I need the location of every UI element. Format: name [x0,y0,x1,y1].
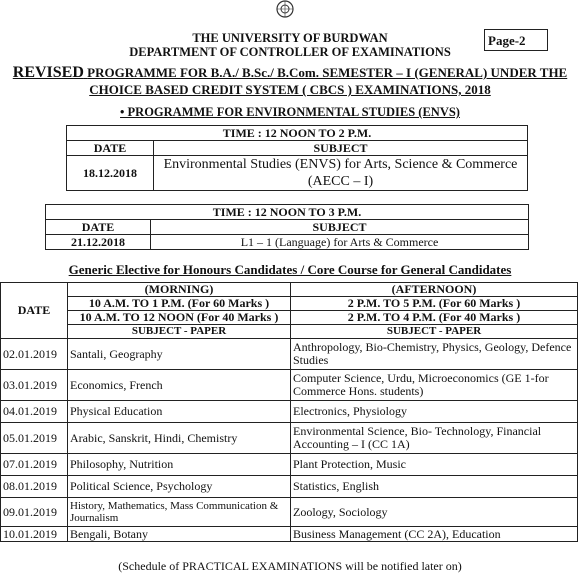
university-seal-icon [270,0,300,22]
envs-heading: • PROGRAMME FOR ENVIRONMENTAL STUDIES (ENVS) [120,105,460,119]
table-row [1,476,578,498]
row-morning: Philosophy, Nutrition [68,454,291,476]
row-date: 03.01.2019 [1,370,68,401]
envs-subject-header: SUBJECT [154,141,528,156]
table-row [1,370,578,401]
language-table [45,204,529,250]
title-rest: PROGRAMME FOR B.A./ B.Sc./ B.Com. SEMESTER – I (GENERAL) UNDER THE [87,65,568,80]
afternoon-subject-paper: SUBJECT - PAPER [291,325,578,339]
envs-table [66,125,528,191]
row-date: 09.01.2019 [1,498,68,527]
language-subject: L1 – 1 (Language) for Arts & Commerce [151,235,529,250]
generic-date-header: DATE [1,283,68,339]
row-afternoon: Anthropology, Bio-Chemistry, Physics, Geology, Defence Studies [291,339,578,370]
programme-title-line2: CHOICE BASED CREDIT SYSTEM ( CBCS ) EXAMINATIONS, 2018 [89,82,491,97]
envs-subject: Environmental Studies (ENVS) for Arts, Science & Commerce (AECC – I) [154,156,528,191]
revised-word: REVISED [12,64,84,81]
generic-heading: Generic Elective for Honours Candidates / Core Course for General Candidates [68,262,512,277]
morning-40-marks: 10 A.M. TO 12 NOON (For 40 Marks ) [68,311,291,325]
row-morning: Bengali, Botany [68,527,291,542]
envs-time: TIME : 12 NOON TO 2 P.M. [67,126,528,141]
department-name: DEPARTMENT OF CONTROLLER OF EXAMINATIONS [129,45,451,59]
row-date: 08.01.2019 [1,476,68,498]
row-morning: History, Mathematics, Mass Communication & Journalism [68,498,291,527]
row-afternoon: Computer Science, Urdu, Microeconomics (GE 1-for Commerce Hons. students) [291,370,578,401]
practical-note: (Schedule of PRACTICAL EXAMINATIONS will be notified later on) [118,559,462,573]
row-afternoon: Environmental Science, Bio- Technology, Financial Accounting – I (CC 1A) [291,423,578,454]
generic-table [0,282,578,542]
table-row [1,339,578,370]
row-morning: Santali, Geography [68,339,291,370]
row-date: 05.01.2019 [1,423,68,454]
table-row [1,454,578,476]
language-subject-header: SUBJECT [151,220,529,235]
envs-date: 18.12.2018 [67,156,154,191]
university-name: THE UNIVERSITY OF BURDWAN [192,31,388,45]
row-morning: Physical Education [68,401,291,423]
programme-title [0,64,580,82]
table-row [1,423,578,454]
table-row [1,498,578,527]
row-date: 10.01.2019 [1,527,68,542]
row-afternoon: Plant Protection, Music [291,454,578,476]
row-date: 04.01.2019 [1,401,68,423]
row-date: 02.01.2019 [1,339,68,370]
morning-header: (MORNING) [68,283,291,297]
row-afternoon: Zoology, Sociology [291,498,578,527]
table-row [1,527,578,542]
row-afternoon: Statistics, English [291,476,578,498]
row-afternoon: Business Management (CC 2A), Education [291,527,578,542]
afternoon-60-marks: 2 P.M. TO 5 P.M. (For 60 Marks ) [291,297,578,311]
table-row [1,401,578,423]
envs-date-header: DATE [67,141,154,156]
row-morning: Economics, French [68,370,291,401]
morning-subject-paper: SUBJECT - PAPER [68,325,291,339]
row-afternoon: Electronics, Physiology [291,401,578,423]
language-time: TIME : 12 NOON TO 3 P.M. [46,205,529,220]
row-morning: Arabic, Sanskrit, Hindi, Chemistry [68,423,291,454]
language-date: 21.12.2018 [46,235,151,250]
row-date: 07.01.2019 [1,454,68,476]
afternoon-header: (AFTERNOON) [291,283,578,297]
row-morning: Political Science, Psychology [68,476,291,498]
language-date-header: DATE [46,220,151,235]
morning-60-marks: 10 A.M. TO 1 P.M. (For 60 Marks ) [68,297,291,311]
afternoon-40-marks: 2 P.M. TO 4 P.M. (For 40 Marks ) [291,311,578,325]
page-label: Page-2 [484,29,548,51]
